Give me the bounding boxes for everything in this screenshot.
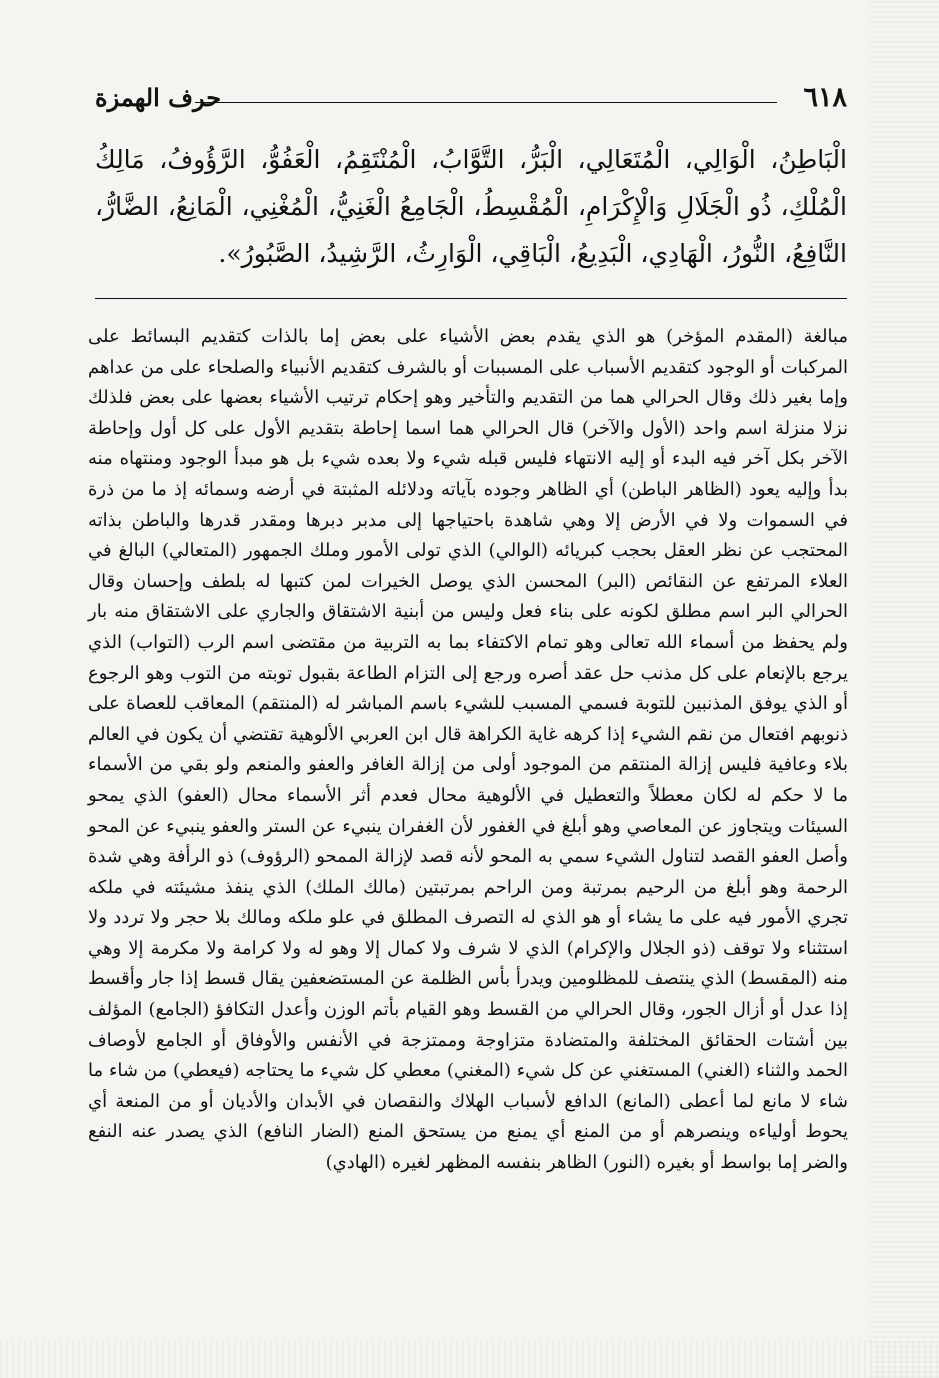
main-text-block [95,136,847,277]
commentary-paragraph: مبالغة (المقدم المؤخر) هو الذي يقدم بعض الأشياء على بعض إما بالذات كتقديم البسائط على المركبات أو الوجود كتقديم الأسباب على المسببات أو بالشرف كتقديم الأنبياء والصلحاء على من عداهم وإما بغير ذلك وقال الحرالي هما من التقديم والتأخير وهو إحكام ترتيب الأشياء بعضها على بعض فلذلك نزلا منزلة اسم واحد (الأول والآخر) قال الحرالي هما اسما إحاطة بتقديم الأول على كل أول وإحاطة الآخر بكل آخر فيه البدء أو إليه الانتهاء فليس قبله شيء ولا بعده شيء بل هو مبدأ الوجود ومنتهاه منه بدأ وإليه يعود (الظاهر الباطن) أي الظاهر وجوده بآياته ودلائله المثبتة في أرضه وسمائه إذ ما من ذرة في السموات ولا في الأرض إلا وهي شاهدة باحتياجها إلى مدبر دبرها ومقدر قدرها والباطن بذاته المحتجب عن نظر العقل بحجب كبريائه (الوالي) الذي تولى الأمور وملك الجمهور (المتعالي) البالغ في العلاء المرتفع عن النقائص (البر) المحسن الذي يوصل الخيرات لمن كتبها له بلطف وإحسان وقال الحرالي البر اسم مطلق لكونه على بناء فعل وليس من أبنية الاشتقاق والجاري على الاشتقاق منه بار ولم يحفظ من أسماء الله تعالى وهو تمام الاكتفاء بما به التربية من مقتضى اسم الرب (التواب) الذي يرجع بالإنعام على كل مذنب حل عقد أصره ورجع إلى التزام الطاعة بقبول توبته من التوب وهو الرجوع أو الذي يوفق المذنبين للتوبة فسمي المسبب للشيء باسم المباشر له (المنتقم) المعاقب للعصاة على ذنوبهم افتعال من نقم الشيء إذا كرهه غاية الكراهة قال ابن العربي الألوهية تقتضي أن يكون في العالم بلاء وعافية فليس إزالة المنتقم من الموجود أولى من إزالة الغافر والعفو والمنعم ولو بقي من الأسماء ما لا حكم له لكان معطلاً والتعطيل في الألوهية محال فعدم أثر الأسماء محال (العفو) الذي يمحو السيئات ويتجاوز عن المعاصي وهو أبلغ في الغفور لأن الغفران ينبيء عن الستر والعفو ينبيء عن المحو وأصل العفو القصد لتناول الشيء سمي به المحو لأنه قصد لإزالة الممحو (الرؤوف) ذو الرأفة وهي شدة الرحمة وهو أبلغ من الرحيم بمرتبة ومن الراحم بمرتبتين (مالك الملك) الذي ينفذ مشيئته في ملكه تجري الأمور فيه على ما يشاء أو هو الذي له التصرف المطلق في علو ملكه ومالك بلا حجر ولا تردد ولا استثناء ولا توقف (ذو الجلال والإكرام) الذي لا شرف ولا كمال إلا وهو له ولا كرامة ولا مكرمة إلا وهي منه (المقسط) الذي ينتصف للمظلومين ويدرأ بأس الظلمة عن المستضعفين يقال قسط إذا جار وأقسط إذا عدل أو أزال الجور، وقال الحرالي من القسط وهو القيام بأتم الوزن وأعدل التكافؤ (الجامع) المؤلف بين أشتات الحقائق المختلفة والمتضادة متزاوجة وممتزجة في الأنفس والأوفاق أو الجامع لأوصاف الحمد والثناء (الغني) المستغني عن كل شيء (المغني) معطي كل شيء ما يحتاجه (فيعطي) من شاء ما شاء لا مانع لما أعطى (المانع) الدافع لأسباب الهلاك والنقصان في الأبدان والأديان أو من المنعة أي يحوط أولياءه وينصرهم أو من المنع أي يمنع من يستحق المنع (الضار النافع) الذي يصدر عنه النفع والضر إما بواسط أو بغيره (النور) الظاهر بنفسه المظهر لغيره (الهادي) [88,326,848,1174]
header-rule [195,102,777,103]
commentary-block [88,322,848,1179]
page-number: ٦١٨ [803,82,847,113]
running-header [95,80,847,116]
main-text-paragraph: الْبَاطِنُ، الْوَالِي، الْمُتَعَالِي، الْبَرُّ، التَّوَّابُ، الْمُنْتَقِمُ، الْعَفُوُّ، الرَّؤُوفُ، مَالِكُ الْمُلْكِ، ذُو الْجَلَالِ وَالْإِكْرَامِ، الْمُقْسِطُ، الْجَامِعُ الْغَنِيُّ، الْمُغْنِي، الْمَانِعُ، الضَّارُّ، النَّافِعُ، النُّورُ، الْهَادِي، الْبَدِيعُ، الْبَاقِي، الْوَارِثُ، الرَّشِيدُ، الصَّبُورُ». [95,145,847,268]
footnote-separator [95,298,847,299]
scan-edge-noise [870,0,939,1378]
scan-bottom-noise [0,1340,939,1378]
chapter-title: حرف الهمزة [95,83,222,112]
